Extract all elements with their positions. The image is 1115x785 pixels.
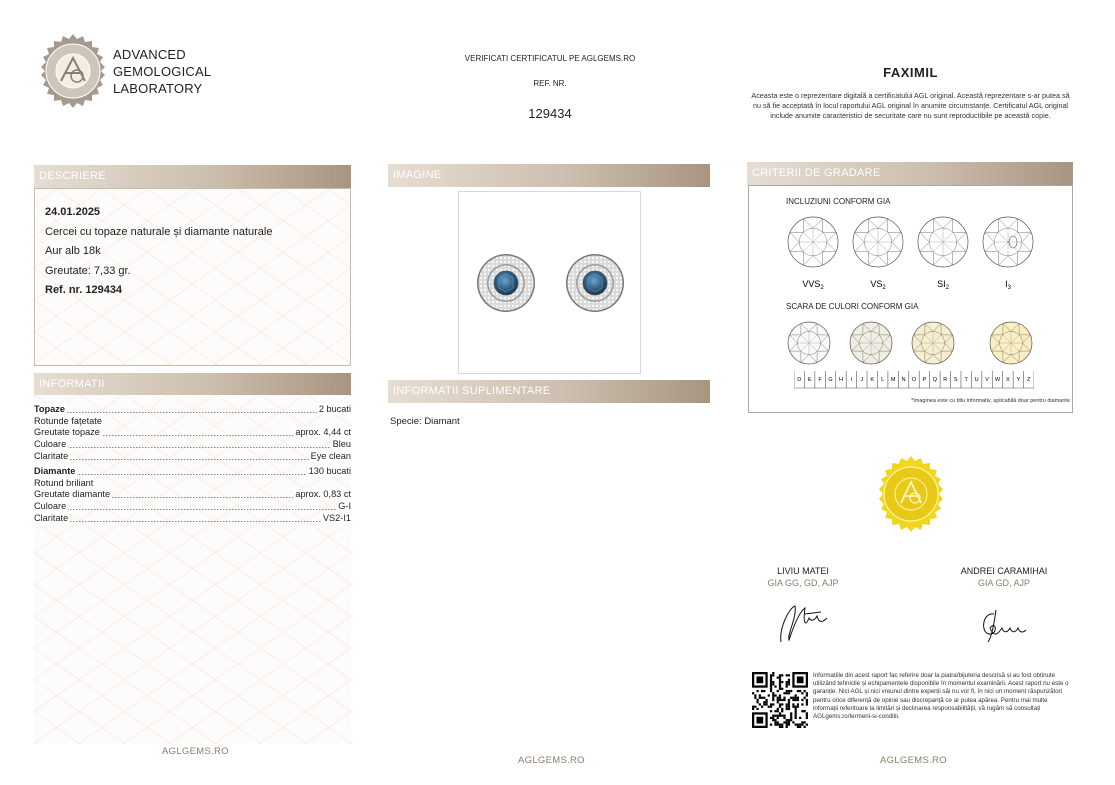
criterii-box — [748, 185, 1073, 413]
inclusion-diamond — [918, 217, 968, 267]
info-row — [34, 403, 351, 415]
qr-code[interactable] — [752, 672, 808, 728]
color-scale-letter: W — [994, 377, 1001, 383]
info-value: VS2-I1 — [322, 513, 351, 523]
color-scale-letter: R — [943, 377, 948, 383]
color-scale-letter: D — [797, 377, 802, 383]
informatii-header: INFORMATII — [34, 373, 351, 396]
color-scale-letter: F — [818, 377, 822, 383]
info-row — [34, 450, 351, 462]
info-label: Topaze — [34, 404, 65, 414]
color-diamond — [850, 322, 892, 364]
criterii-header: CRITERII DE GRADARE — [747, 162, 1073, 185]
suplimentare-header: INFORMATII SUPLIMENTARE — [388, 380, 710, 403]
color-scale-letter: J — [860, 377, 864, 383]
lab-name-line-1: ADVANCED — [113, 47, 186, 62]
color-scale-letter: Y — [1016, 377, 1021, 383]
inclusion-label: $SI_2$ — [937, 279, 949, 291]
color-scale-letter: G — [828, 377, 833, 383]
desc-date: 24.01.2025 — [45, 206, 101, 218]
color-scale-letter: T — [964, 377, 968, 383]
color-scale-letter: Q — [932, 377, 938, 383]
color-scale-letter: S — [953, 377, 958, 383]
ref-label: REF. NR. — [533, 79, 567, 88]
info-value: G-I — [338, 501, 351, 511]
signer-1-credentials: GIA GG, GD, AJP — [767, 578, 839, 588]
lab-name-line-2: GEMOLOGICAL — [113, 64, 212, 79]
color-scale-letter: Z — [1027, 377, 1031, 383]
info-value: Bleu — [332, 439, 351, 449]
inclusion-diamond — [853, 217, 903, 267]
earrings-image — [459, 192, 642, 375]
color-scale-letter: K — [870, 377, 875, 383]
lab-name-line-3: LABORATORY — [113, 81, 203, 96]
descriere-header: DESCRIERE — [34, 165, 351, 188]
faximil-title: FAXIMIL — [883, 65, 938, 80]
info-row — [34, 488, 351, 500]
info-value: 130 bucati — [308, 466, 351, 476]
info-value: aprox. 4,44 ct — [295, 427, 351, 437]
info-value: Eye clean — [310, 451, 351, 461]
disclaimer-text: Informațiile din acest raport fac referire doar la piatra/bijuteria descrisă și au fost obținute utilizând tehnicile și echipamentele disponibile în momentul examinării. Acest raport nu este o garanție. Nici AGL și nici vreunul dintre experții săi nu vor fi, în nici un moment răspunzători pentru orice diferență de opinie sau discrepanță ce ar putea apărea. Pentru mai multe informații referitoare la limitări și declinarea responsabilității, vă rugăm să consultați AGLgems.ro/termeni-si-conditii. — [813, 672, 1069, 721]
info-label: Culoare — [34, 501, 67, 511]
signature-2-image — [976, 604, 1036, 644]
info-label: Rotunde fațetate — [34, 416, 102, 426]
info-row — [34, 438, 351, 450]
info-label: Diamante — [34, 466, 76, 476]
informatii-box — [34, 395, 351, 744]
descriere-box — [34, 188, 351, 366]
signer-2-name: ANDREI CARAMIHAI — [960, 566, 1048, 576]
inclusion-diamonds — [749, 214, 1074, 294]
color-scale-letter: V — [985, 377, 989, 383]
info-label: Rotund briliant — [34, 478, 94, 488]
color-diamond — [788, 322, 830, 364]
verify-text: VERIFICATI CERTIFICATUL PE AGLGEMS.RO — [464, 54, 636, 63]
inclusion-label: $I_3$ — [1005, 279, 1011, 291]
footer-right: AGLGEMS.RO — [880, 755, 947, 766]
agl-seal-logo — [36, 34, 110, 108]
incluziuni-title: INCLUZIUNI CONFORM GIA — [786, 197, 891, 206]
footer-middle: AGLGEMS.RO — [518, 755, 585, 766]
info-value: 2 bucati — [318, 404, 351, 414]
imagine-header: IMAGINE — [388, 164, 710, 187]
color-scale — [794, 371, 1034, 389]
signer-2-credentials: GIA GD, AJP — [977, 578, 1031, 588]
color-scale-letter: U — [974, 377, 979, 383]
desc-line-2: Aur alb 18k — [45, 245, 101, 257]
info-label: Culoare — [34, 439, 67, 449]
info-label: Greutate diamante — [34, 489, 111, 499]
desc-line-1: Cercei cu topaze naturale și diamante naturale — [45, 226, 273, 238]
info-value: aprox. 0,83 ct — [295, 489, 351, 499]
color-scale-letter: N — [901, 377, 906, 383]
signature-1-image — [775, 598, 835, 646]
inclusion-label: $VS_2$ — [870, 279, 886, 291]
color-scale-letter: I — [850, 377, 853, 383]
product-image — [458, 191, 641, 374]
inclusion-label: $VVS_2$ — [802, 279, 824, 291]
color-diamonds — [749, 319, 1074, 369]
color-scale-letter: L — [881, 377, 885, 383]
footer-left: AGLGEMS.RO — [162, 746, 229, 757]
color-scale-letter: M — [890, 377, 896, 383]
ref-number: 129434 — [528, 106, 572, 121]
faximil-text: Aceasta este o reprezentare digitală a certificatului AGL original. Această reprezentare s-ar putea să nu să fie acceptată în locul raportului AGL original în anumite circumstanțe. Certificatul AGL original include anumite caracteristici de securitate care nu sunt reproductibile pe această copie. — [751, 91, 1070, 120]
gold-seal-icon — [873, 456, 949, 532]
culori-title: SCARA DE CULORI CONFORM GIA — [786, 302, 919, 311]
color-scale-letter: P — [922, 377, 927, 383]
color-scale-letter: E — [807, 377, 812, 383]
inclusion-diamond — [983, 217, 1033, 267]
info-label: Claritate — [34, 513, 69, 523]
color-scale-letter: O — [911, 377, 917, 383]
info-label: Claritate — [34, 451, 69, 461]
criterii-note: *Imaginea este cu titlu informativ, aplicabilă doar pentru diamante — [911, 398, 1070, 404]
color-scale-letter: H — [838, 377, 843, 383]
lab-name — [113, 46, 211, 97]
color-diamond — [990, 322, 1032, 364]
info-row — [34, 512, 351, 524]
color-diamond — [912, 322, 954, 364]
inclusion-diamond — [788, 217, 838, 267]
color-scale-letter: X — [1006, 377, 1010, 383]
desc-ref: Ref. nr. 129434 — [45, 284, 123, 296]
info-row — [34, 426, 351, 438]
info-label: Greutate topaze — [34, 427, 100, 437]
info-row — [34, 500, 351, 512]
signer-1-name: LIVIU MATEI — [777, 566, 829, 576]
desc-line-3: Greutate: 7,33 gr. — [45, 265, 131, 277]
specie-text: Specie: Diamant — [390, 416, 460, 427]
info-row — [34, 465, 351, 477]
